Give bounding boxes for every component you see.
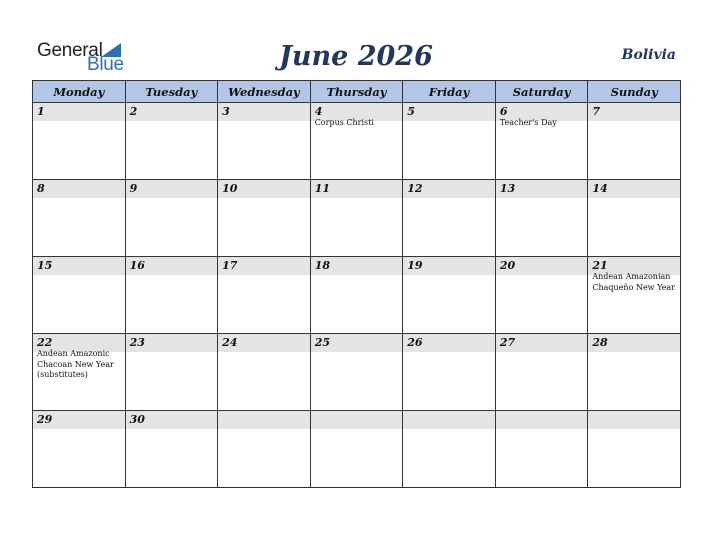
day-cell (125, 257, 218, 334)
day-cell (33, 334, 126, 411)
day-cell (588, 103, 681, 180)
day-number (403, 411, 495, 429)
day-cell (125, 334, 218, 411)
day-number: 16 (126, 257, 218, 275)
day-number (496, 411, 588, 429)
day-cell (310, 180, 403, 257)
day-cell (218, 411, 311, 488)
day-cell (403, 411, 496, 488)
day-cell (33, 411, 126, 488)
weekday-header-row (33, 81, 681, 103)
weekday-header: Friday (403, 81, 496, 103)
day-number: 29 (33, 411, 125, 429)
holiday-label: Teacher's Day (499, 118, 557, 127)
day-number (588, 411, 680, 429)
weekday-header: Wednesday (218, 81, 311, 103)
day-number: 1 (33, 103, 125, 121)
day-cell (218, 180, 311, 257)
day-number: 18 (311, 257, 403, 275)
day-number: 13 (496, 180, 588, 198)
day-number (218, 411, 310, 429)
day-cell (125, 103, 218, 180)
day-number: 17 (218, 257, 310, 275)
day-cell (495, 334, 588, 411)
calendar-body (33, 103, 681, 488)
logo-word-blue: Blue (87, 54, 124, 75)
day-number: 9 (126, 180, 218, 198)
day-cell (310, 411, 403, 488)
day-cell (403, 103, 496, 180)
weekday-header: Tuesday (125, 81, 218, 103)
week-row (33, 257, 681, 334)
day-number: 4 (311, 103, 403, 121)
day-number: 15 (33, 257, 125, 275)
weekday-header: Saturday (495, 81, 588, 103)
weekday-header: Monday (33, 81, 126, 103)
country-label: Bolivia (621, 47, 676, 63)
day-cell (588, 257, 681, 334)
day-number: 23 (126, 334, 218, 352)
day-cell (218, 103, 311, 180)
weekday-header: Thursday (310, 81, 403, 103)
day-number: 21 (588, 257, 680, 275)
holiday-label: Corpus Christi (314, 118, 374, 127)
day-number: 26 (403, 334, 495, 352)
day-number: 8 (33, 180, 125, 198)
day-cell (33, 257, 126, 334)
day-cell (403, 334, 496, 411)
day-number: 22 (33, 334, 125, 352)
day-cell (495, 257, 588, 334)
day-cell (495, 411, 588, 488)
day-number: 25 (311, 334, 403, 352)
holiday-label: Andean Amazonic Chacoan New Year (substitutes) (37, 349, 114, 379)
day-cell (403, 180, 496, 257)
day-cell (588, 180, 681, 257)
day-cell (125, 411, 218, 488)
day-number: 5 (403, 103, 495, 121)
day-number (311, 411, 403, 429)
day-cell (310, 257, 403, 334)
day-cell (218, 257, 311, 334)
week-row (33, 180, 681, 257)
calendar-grid (32, 80, 681, 488)
day-number: 2 (126, 103, 218, 121)
day-number: 12 (403, 180, 495, 198)
day-number: 6 (496, 103, 588, 121)
week-row (33, 103, 681, 180)
day-cell (310, 103, 403, 180)
day-number: 27 (496, 334, 588, 352)
day-cell (125, 180, 218, 257)
day-number: 10 (218, 180, 310, 198)
weekday-header: Sunday (588, 81, 681, 103)
day-number: 14 (588, 180, 680, 198)
day-cell (218, 334, 311, 411)
day-cell (495, 180, 588, 257)
day-number: 30 (126, 411, 218, 429)
day-number: 28 (588, 334, 680, 352)
day-cell (310, 334, 403, 411)
day-cell (33, 103, 126, 180)
week-row (33, 334, 681, 411)
day-cell (33, 180, 126, 257)
holiday-label: Andean Amazonian Chaqueño New Year (592, 272, 675, 292)
logo-word-general: General (37, 40, 103, 61)
day-number: 3 (218, 103, 310, 121)
day-cell (495, 103, 588, 180)
calendar-title: June 2026 (279, 41, 433, 72)
day-number: 20 (496, 257, 588, 275)
day-number: 19 (403, 257, 495, 275)
day-number: 7 (588, 103, 680, 121)
day-number: 11 (311, 180, 403, 198)
week-row (33, 411, 681, 488)
day-cell (588, 411, 681, 488)
day-number: 24 (218, 334, 310, 352)
day-cell (403, 257, 496, 334)
day-cell (588, 334, 681, 411)
